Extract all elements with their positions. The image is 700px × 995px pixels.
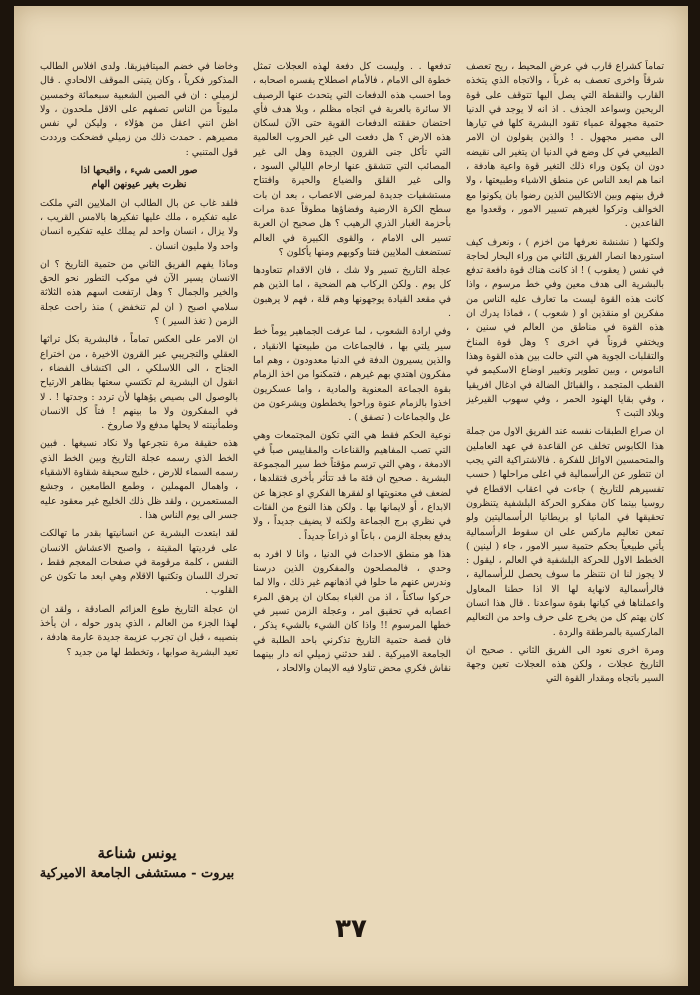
column-left-intro [40,60,238,160]
paragraph: هذا هو منطق الاحداث في الدنيا ، وانا لا افرد به وحدي ، فالمصلحون والمفكرون الذين درسنا وندرس عنهم ما حلوا في اذهانهم غير ذلك ، والا لما حركوا ساكناً ، اذ من الغباء بمكان ان يرهق المرء اعصابه في تحقيق امر ، وعجلة الزمن تسير في خطها المرسوم !! واذا كان الشيء بالشيء يذكر ، فان قصة حتمية التاريخ تذكرني باحد الطلبة في الجامعة الاميركية . لقد حدثني زميلي انه دار بينهما نقاش فكري محض تناولا فيه الايمان والالحاد ، [253,548,451,675]
paragraph: تدفعها . . وليست كل دفعة لهذه العجلات تمثل خطوة الى الامام ، فالأمام اصطلاح يفسره اصحابه ، وما احسب هذه الدفعات التي يتحدث عنها الرصيف الا سائرة بالعربة في اتجاه مظلم ، وبلا هدف فأي احتضان حققته الدفعات القوية حتى الآن لسكان هذه الارض ؟ هل دفعت الى غير الحروب العالمية التي تأكل جنى القرون الجيدة وهل الى غير المصائب التي تتشقق عنها ارحام الليالي السود ، والى غير القلق والضياع والحيرة وافتتاح مستشفيات جديدة لمرضى الاعصاب ، بعد ان بات سطح الكرة الارضية وفضاؤها مطوقاً عدة مرات بأحزمة الغبار الذري الرهيب ؟ هل صحيح ان العربة تسير الى الامام ، والقوى الكبيرة في العالم تستضعف الملايين فتنا وكوبهم ومنها يأكلون ؟ [253,61,451,258]
paragraph: نوعية الحكم فقط هي التي تكون المجتمعات وهي التي تصب المفاهيم والقناعات والمقاييس صباً في الادمغة ، وهي التي ترسم مؤقتاً خط سير المجموعة البشرية . صحيح ان فئة ما قد تتأثر بأخرى فتقلدها ، لضعف في معنويتها او لفقرها الفكري او عجزها عن الابداع ، أو لايمانها بها . ولكن هذا النوع من الفئات في نظري برج الجماعة ولكنه لا يضيف جديداً ، ولا يدفع بعجلة الزمن ، باعاً او ذراعاً جديداً . [253,430,451,542]
paragraph: وفي ارادة الشعوب ، لما عرفت الجماهير يوماً خط سير يلتي بها ، فالجماعات من طبيعتها الانقياد ، والذين يسيرون الدفة في الدنيا معدودون ، وهم اما مفكرون اهتدي بهم غيرهم ، فتمكنوا من اخذ الزمام بقوة الجماعة المعنوية والمادية ، واما عسكريون اخذوا بالزمام عنوة وراحوا يخططون ويشرعون من عل والجماعات ( تصفق ) . [253,326,451,424]
paragraph: وماذا يفهم الفريق الثاني من حتمية التاريخ ؟ ان الانسان يسير الآن في موكب التطور نحو الحق والخير والجمال ؟ وهل ارتفعت اسهم هذه الثلاثة سلامي اصبح ( ان لم تنخفض ) منذ راحت عجلة الزمن ( تغذ السير ) ؟ [40,258,238,328]
paragraph: تماماً كشراع قارب في عرض المحيط ، ريح تعصف شرقاً واخرى تعصف به غرباً ، والاتجاه الذي يتخذه القارب والنقطة التي يصل اليها تتوقف على قوة الريحين وسواعد الجذف . اذ انه لا يوجد في الدنيا حتمية مجهولة عمياء تقود البشرية كلها في تيارها الى مصير مجهول . ! والذين يقولون ان الامر الطبيعي في كل وضع في الدنيا ان يتغير الى نقيضه دون ان يكون وراء ذلك التغير قوة واعية هادفة ، انما هم ابعد الناس عن منطق الاشياء وطبيعتها ، ولا فرق بينهم وبين الاتكاليين الذين رضوا بان يكونوا مع الخوالف وتركوا لغيرهم تسيير الامور ، وقعدوا مع القاعدين . [466,61,664,230]
text-column-left [40,60,238,880]
paragraph: هذه حقيقة مرة نتجرعها ولا نكاد نسيغها . فبين الخط الذي رسمه عجلة التاريخ وبين الخط الذي رسمه السماء للارض ، خليج سحيقة شقاوة الاشقياء ، واهمال المهملين ، وطمع الطامعين ، وجشع المستعمرين ، ولقد ظل ذلك الخليج غير معقود عليه جسر الى يوم الناس هذا . [40,438,238,521]
author-affiliation: بيروت - مستشفى الجامعة الاميركية [39,866,235,881]
paragraph: فلقد غاب عن بال الطالب ان الملايين التي ملكت عليه تفكيره ، ملك عليها تفكيرها بالامس القريب ، ولا يزال ، انسان واحد لم يملك عليه تفكيره انسان واحد ولا مليون انسان . [40,197,238,252]
verse-line-1: صور العمى شيء ، واقبحها اذا [80,165,198,177]
document-page [14,6,688,986]
author-signature [38,844,236,881]
text-column-right [466,60,664,920]
author-name: يونس شناعة [97,844,177,862]
paragraph: وخاضا في خضم الميتافيزيقا. ولدى افلاس الطالب المذكور فكرياً ، وكان يتبنى الموقف الالحادي . قال لزميلي : ان في الصين الشعبية سبعمائة وخمسين مليوناً من الناس تصفهم على الاقل ملحدون ، ولا اظن انني اعقل من هؤلاء ، وليكن لي نفس مصيرهم . حمدت ذلك من زميلي فضحكت ورددت قول المتنبي : [40,61,238,158]
paragraph: لقد ابتعدت البشرية عن انسانيتها بقدر ما تهالكت على فرديتها المقيتة ، واصبح الاعشاش الانسان النفس ، كلمة مرقومة في صفحات المعجم فقط ، تحرك اللسان وتكتبها الاقلام وهي ابعد ما تكون عن القلوب . [40,528,238,597]
poem-verse [40,164,238,193]
paragraph: ان صراع الطبقات نفسه عند الفريق الاول من جملة هذا الكابوس تخلف عن القاعدة في عهد العاملين والمتحمسين الاوائل للفكرة . فالاشتراكية التي يجب ان تتطور عن الرأسمالية في اعلى مراحلها ( حسب تفسيرهم للتاريخ ) جاءت في اعقاب الاقطاع في روسيا بينما كان مفكرو الحركة البلشفية يتنظرون تحقيقها في المانيا او بريطانيا الرأسماليتين ولو تمعن تعاليم ماركس على ان سقوط الرأسمالية يأتي طبيعياً بحكم حتمية سير الامور ، جاء ( لينين ) الخطط الاول للحركة البلشفية في العالم ، ليقول : لا يجوز لنا ان نتنظر ما سوف يحصل للرأسمالية ، فالرأسمالية لانهاية لها الا اذا حطنا المعاول واعملناها في كيانها بقوة سواعدنا . قال هذا انسان كان يهتم كل من يخرج على حرف واحد من التعاليم الماركسية بالمرطقة والردة . [466,426,664,638]
column-left-body [40,197,238,660]
paragraph: ان عجلة التاريخ طوع العزائم الصادقة ، ولقد ان لهذا الجزء من العالم ، الذي يدور حوله ، ان يأخذ بنصيبه ، قبل ان تجرب عزيمة جديدة عارمة هادفة ، تعيد البشرية صوابها ، وتخطط لها من جديد ؟ [40,603,238,658]
paragraph: ولكنها ( نشنشة نعرفها من اخزم ) ، ونعرف كيف استوردها انصار الفريق الثاني من وراء البحار لحاجة في نفس ( يعقوب ) ! اذ كانت هناك قوة دافعة تدفع بالبشرية الى هدف معين وفي خط مرسوم ، واذا كانت هذه القوة ليست ما تعارف عليه الناس من مفكرين او منقذين او ( شعوب ) ، فماذا يدرك ان هذه القوة في مناطق من العالم في سنين ، ويختفي قروناً في اخرى ؟ وهل قوة المناخ والتقلبات الجوية هي التي حالت بين هذه القوة وهذا الناموس ، وبين تطوير وتغيير اوضاع الاسكيمو في القطب المتجمد ، والقبائل الضالة في ادغال افريقيا ، وفي بقايا الهنود الحمر ، وفي سهوب القيرغيز وبلاد التبت ؟ [466,236,664,420]
page-number: ٣٧ [335,914,367,944]
verse-line-2: نظرت بغير عيونهن الهام [91,179,187,191]
paragraph: ومرة اخرى نعود الى الفريق الثاني . صحيح ان التاريخ عجلات ، ولكن هذه العجلات تعين وجهة السير باتجاه ومقدار القوة التي [466,644,664,685]
paragraph: عجلة التاريخ تسير ولا شك ، فان الاقدام تتعاودها كل يوم . ولكن الركاب هم الضحية ، اما الذين هم في مقعد القيادة يوجهونها وهم قلة ، فهم لا يرهبون . [253,265,451,320]
text-column-middle [253,60,451,920]
paragraph: ان الامر على العكس تماماً ، فالبشرية بكل تراثها العقلي والتجريبي عبر القرون الاخيرة ، من اختراع الجناح ، الى اللاسلكي ، الى اكتشاف الفضاء ، انقول ان البشرية لم تكتسي سعتها بظاهر الارتياح بالوصول الى بصيص يؤهلها لأن تردد : وجدتها ! . لا في المفكرون ولا ما بينهم ! فتاً كل الانسان وطمأنينته لا يحلها مدفع ولا صاروخ . [40,334,238,432]
